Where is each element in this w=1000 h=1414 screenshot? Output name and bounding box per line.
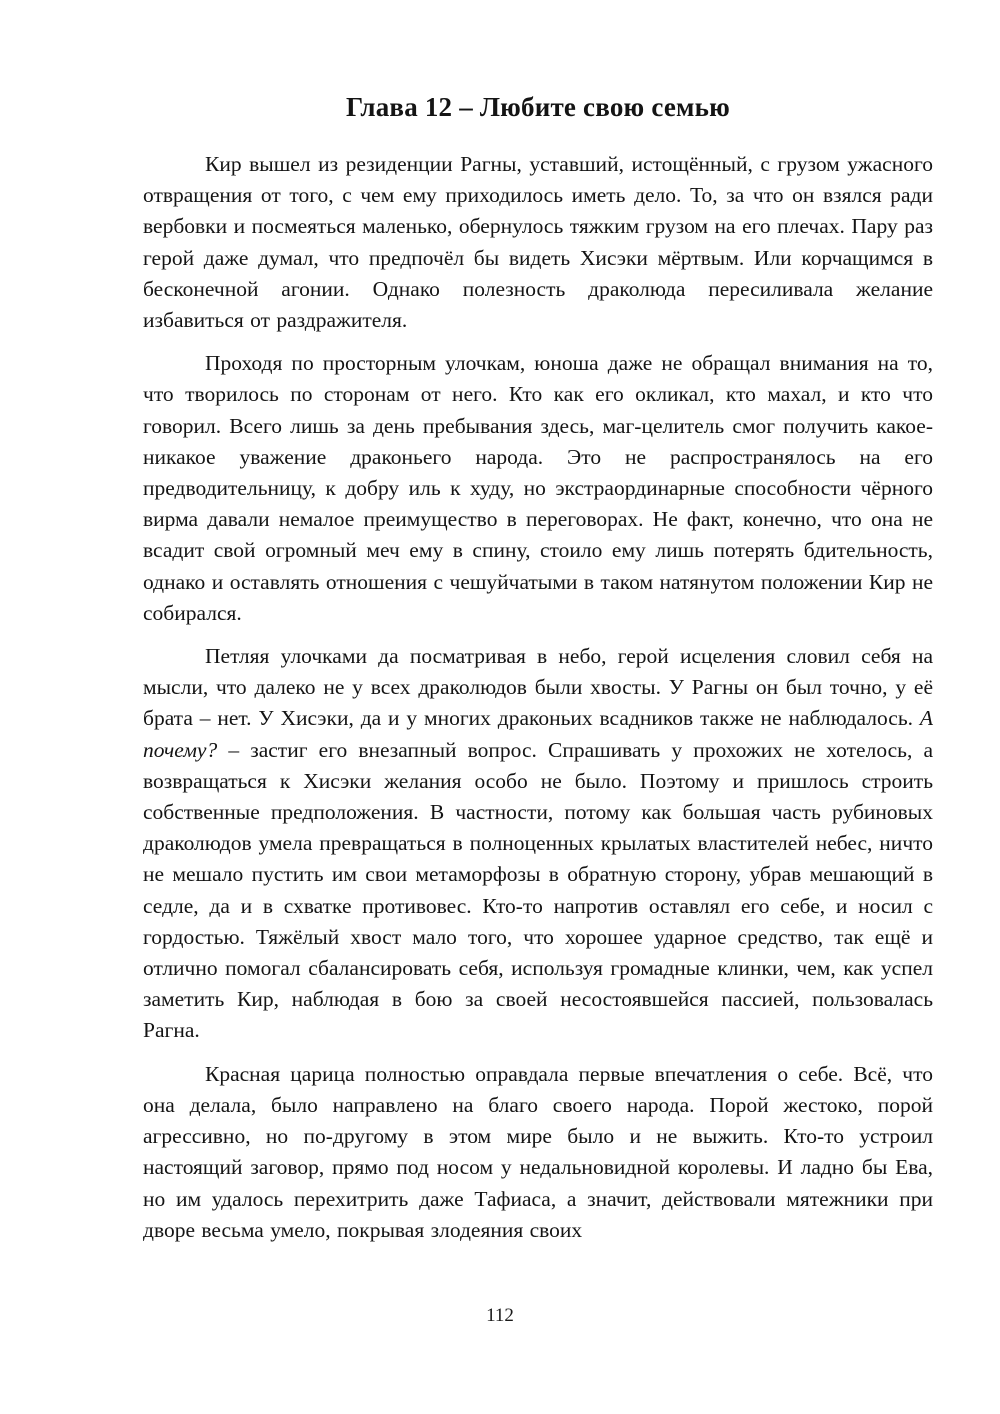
text-run: Кир вышел из резиденции Рагны, уставший, истощённый, с грузом ужасного отвращения от того, с чем ему приходилось иметь дело. То, за что он взялся ради вербовки и посмеяться маленько, обернулось тяжким грузом на его плечах. Пару раз герой даже думал, что предпочёл бы видеть Хисэки мёртвым. Или корчащимся в бесконечной агонии. Однако полезность драколюда пересиливала желание избавиться от раздражителя. bbox=[143, 152, 933, 333]
page-body bbox=[143, 149, 933, 1246]
text-run: – застиг его внезапный вопрос. Спрашивать у прохожих не хотелось, а возвращаться к Хисэки желания особо не было. Поэтому и пришлось строить собственные предположения. В частности, потому как большая часть рубиновых драколюдов умела превращаться в полноценных крылатых властителей небес, ничто не мешало пустить им свои метаморфозы в обратную сторону, убрав мешающий в седле, да и в схватке противовес. Кто-то напротив оставлял его себе, и носил с гордостью. Тяжёлый хвост мало того, что хорошее ударное средство, так ещё и отлично помогал сбалансировать себя, используя громадные клинки, чем, как успел заметить Кир, наблюдая в бою за своей несостоявшейся пассией, пользовалась Рагна. bbox=[143, 737, 933, 1043]
italic-text-run: А почему? bbox=[143, 706, 933, 762]
page-number: 112 bbox=[486, 1305, 514, 1326]
paragraph bbox=[143, 149, 933, 336]
chapter-title: Глава 12 – Любите свою семью bbox=[346, 92, 730, 122]
paragraph bbox=[143, 348, 933, 629]
paragraph bbox=[143, 1059, 933, 1246]
text-run: Красная царица полностью оправдала первые впечатления о себе. Всё, что она делала, было направлено на благо своего народа. Порой жестоко, порой агрессивно, но по-другому в этом мире было и не выжить. Кто-то устроил настоящий заговор, прямо под носом у недальновидной королевы. И ладно бы Ева, но им удалось перехитрить даже Тафиаса, а значит, действовали мятежники при дворе весьма умело, покрывая злодеяния своих bbox=[143, 1061, 933, 1242]
page-content bbox=[143, 92, 933, 1258]
paragraph bbox=[143, 641, 933, 1047]
text-run: Проходя по просторным улочкам, юноша даже не обращал внимания на то, что творилось по сторонам от него. Кто как его окликал, кто махал, и кто что говорил. Всего лишь за день пребывания здесь, маг-целитель смог получить какое-никакое уважение драконьего народа. Это не распространялось на его предводительницу, к добру иль к худу, но экстраординарные способности чёрного вирма давали немалое преимущество в переговорах. Не факт, конечно, что она не всадит свой огромный меч ему в спину, стоило ему лишь потерять бдительность, однако и оставлять отношения с чешуйчатыми в таком натянутом положении Кир не собирался. bbox=[143, 351, 933, 625]
text-run: Петляя улочками да посматривая в небо, герой исцеления словил себя на мысли, что далеко не у всех драколюдов были хвосты. У Рагны он был точно, у её брата – нет. У Хисэки, да и у многих драконьих всадников также не наблюдалось. bbox=[143, 644, 933, 731]
